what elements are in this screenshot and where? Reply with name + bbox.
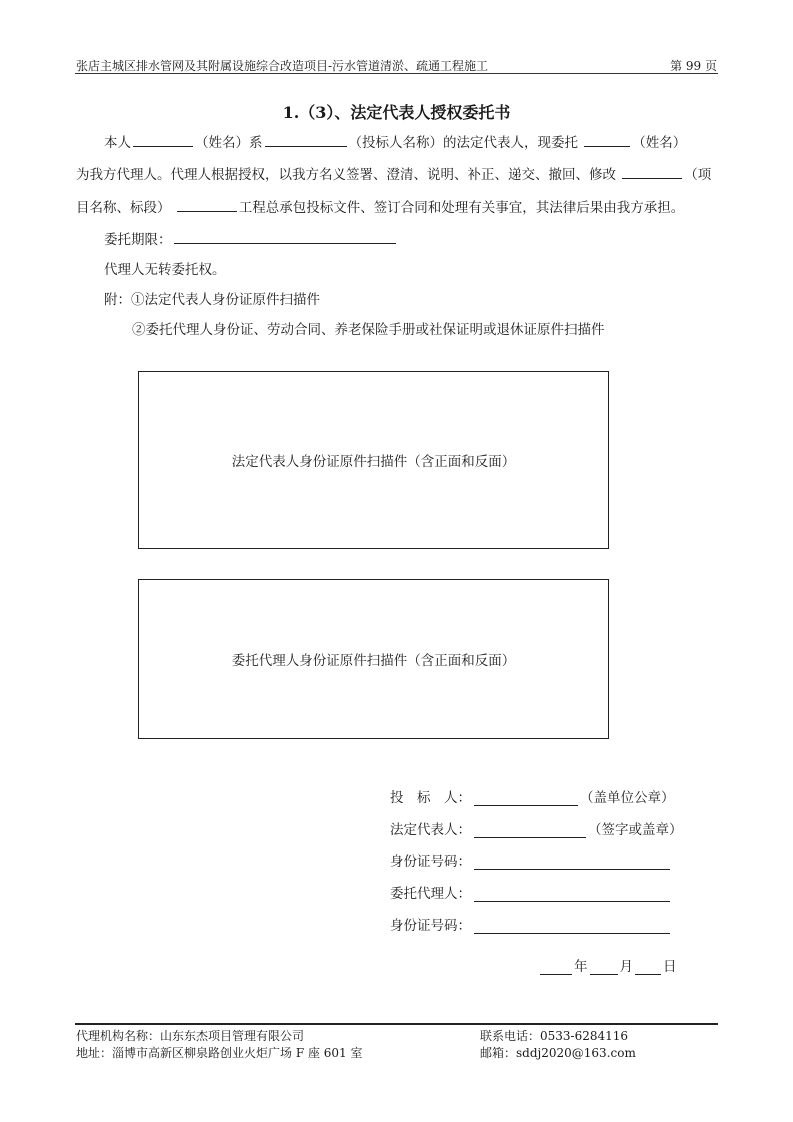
sig-label: 投 标 人：	[390, 790, 471, 806]
blank-bidder-name[interactable]	[265, 132, 347, 147]
text: 工程总承包投标文件、签订合同和处理有关事宜，其法律后果由我方承担。	[238, 200, 685, 216]
text: 为我方代理人。代理人根据授权，以我方名义签署、澄清、说明、补正、递交、撤回、修改	[76, 167, 616, 183]
box-caption: 委托代理人身份证原件扫描件（含正面和反面）	[231, 653, 516, 669]
footer-divider	[75, 1023, 718, 1025]
footer-address: 地址：淄博市高新区柳泉路创业火炬广场 F 座 601 室	[76, 1046, 363, 1060]
text: （项	[684, 167, 712, 183]
footer-email: 邮箱：sddj2020@163.com	[480, 1046, 636, 1060]
text: （投标人名称）的法定代表人，现委托	[348, 135, 578, 151]
blank-term[interactable]	[174, 229, 396, 244]
sig-bidder-row	[390, 786, 675, 806]
blank-year[interactable]	[540, 960, 572, 975]
legal-rep-id-scan-box	[138, 371, 609, 549]
sig-label: 委托代理人：	[390, 886, 471, 902]
blank-id-2[interactable]	[474, 919, 670, 934]
sig-id-row-1	[390, 850, 672, 870]
paragraph-line-3	[76, 193, 684, 223]
attachment-1: 附：①法定代表人身份证原件扫描件	[104, 292, 320, 308]
box-caption: 法定代表人身份证原件扫描件（含正面和反面）	[231, 454, 516, 470]
sig-note: （盖单位公章）	[580, 790, 675, 806]
sig-id-row-2	[390, 914, 672, 934]
sig-date-row	[538, 955, 677, 975]
blank-legal-rep[interactable]	[474, 823, 586, 838]
attachment-2: ②委托代理人身份证、劳动合同、养老保险手册或社保证明或退休证原件扫描件	[132, 322, 605, 338]
blank-day[interactable]	[635, 960, 661, 975]
term-line	[104, 225, 398, 255]
blank-name[interactable]	[133, 132, 193, 147]
text: （姓名）系	[195, 135, 263, 151]
paragraph-line-2	[76, 160, 711, 190]
blank-month[interactable]	[590, 960, 618, 975]
year-label: 年	[574, 959, 588, 975]
header-project-title: 张店主城区排水管网及其附属设施综合改造项目-污水管道清淤、疏通工程施工	[76, 59, 489, 73]
no-transfer-text: 代理人无转委托权。	[104, 262, 226, 278]
blank-project-name[interactable]	[622, 164, 682, 179]
sig-agent-row	[390, 882, 672, 902]
header-page-number: 第 99 页	[670, 59, 717, 73]
footer-agency: 代理机构名称：山东东杰项目管理有限公司	[76, 1029, 305, 1043]
sig-note: （签字或盖章）	[588, 822, 683, 838]
sig-label: 身份证号码：	[390, 918, 471, 934]
blank-id-1[interactable]	[474, 855, 670, 870]
paragraph-line-1	[104, 128, 686, 158]
blank-agent-name[interactable]	[584, 132, 630, 147]
blank-agent[interactable]	[474, 887, 670, 902]
text: （姓名）	[632, 135, 687, 151]
term-label: 委托期限：	[104, 232, 172, 248]
text: 本人	[104, 135, 131, 151]
footer-phone: 联系电话：0533-6284116	[480, 1029, 629, 1043]
blank-bidder[interactable]	[474, 791, 578, 806]
day-label: 日	[663, 959, 677, 975]
header-divider	[75, 73, 718, 74]
document-title: 1.（3）、法定代表人授权委托书	[282, 103, 511, 122]
agent-id-scan-box	[138, 579, 609, 739]
sig-label: 身份证号码：	[390, 854, 471, 870]
month-label: 月	[619, 959, 633, 975]
text: 目名称、标段）	[76, 200, 171, 216]
blank-section[interactable]	[177, 197, 237, 212]
sig-label: 法定代表人：	[390, 822, 471, 838]
sig-legal-rep-row	[390, 818, 683, 838]
